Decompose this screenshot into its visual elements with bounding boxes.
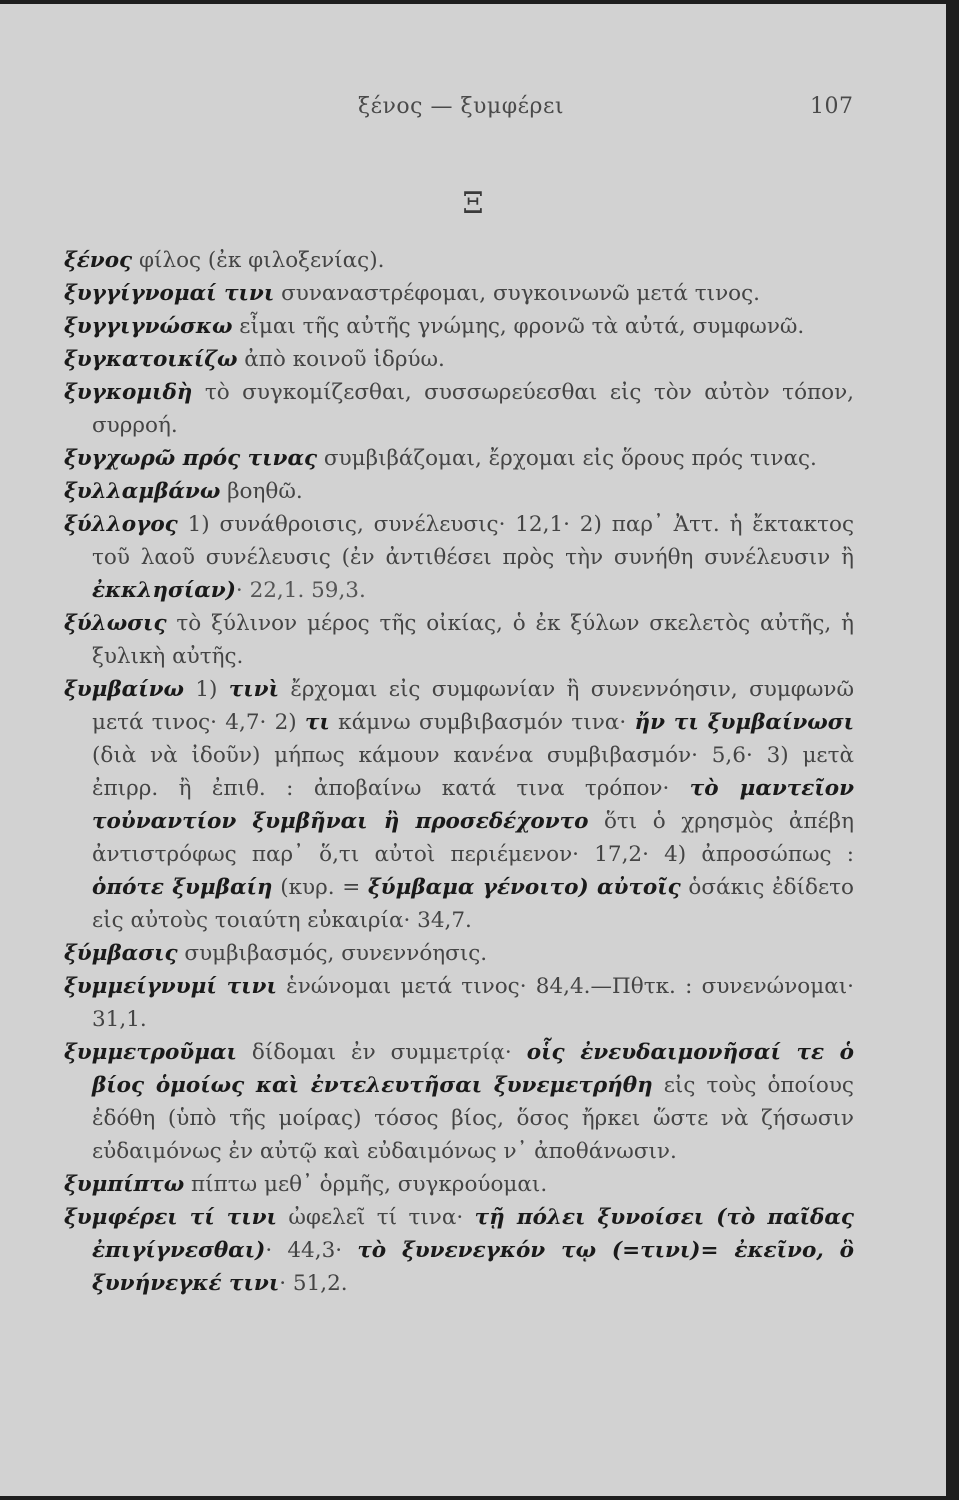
definition: τὸ συγκομίζεσθαι, συσσωρεύεσθαι εἰς τὸν αὐτὸν τόπον, συρροή.: [92, 380, 854, 438]
example: ἐκκλησίαν): [92, 578, 236, 603]
definition: πίπτω μεθ᾿ ὁρμῆς, συγκρούομαι.: [184, 1172, 548, 1197]
entry-xympipto: [64, 1168, 854, 1201]
definition: ἔρχομαι εἰς συμφωνίαν ἢ συνεννόησιν, συμφωνῶ μετά τινος· 4,7· 2): [92, 677, 854, 735]
headword: ξυγκομιδὴ: [64, 380, 193, 405]
example: τὸ μαντεῖον τοὐναντίον ξυμβῆναι ἢ προσεδέχοντο: [92, 776, 854, 834]
headword: ξυγχωρῶ πρός τινας: [64, 446, 318, 471]
definition: συμβιβάζομαι, ἔρχομαι εἰς ὅρους πρός τινας.: [317, 446, 817, 471]
example: τι: [304, 710, 330, 735]
entry-xymbaino: [64, 673, 854, 937]
entry-xymbasis: [64, 937, 854, 970]
headword: ξυγγιγνώσκω: [64, 314, 233, 339]
definition: δίδομαι ἐν συμμετρίᾳ·: [236, 1040, 527, 1065]
entry-xymmeignymi: [64, 970, 854, 1036]
definition: ὠφελεῖ τί τινα·: [276, 1205, 475, 1230]
headword: ξυμμετροῦμαι: [64, 1040, 237, 1065]
definition: · 44,3·: [265, 1238, 358, 1263]
headword: ξυμμείγνυμί τινι: [64, 974, 277, 999]
definition: · 51,2.: [279, 1271, 348, 1296]
entry-xygkomide: [64, 376, 854, 442]
headword: ξυμπίπτω: [64, 1172, 185, 1197]
example: τῇ πόλει ξυνοίσει (τὸ παῖδας ἐπιγίγνεσθαι): [92, 1205, 855, 1263]
entry-xyggignosko: [64, 310, 854, 343]
headword: ξυμφέρει τί τινι: [64, 1205, 277, 1230]
definition: εἶμαι τῆς αὐτῆς γνώμης, φρονῶ τὰ αὐτά, συμφωνῶ.: [232, 314, 805, 339]
entry-xygkatoikizo: [64, 343, 854, 376]
entry-xylosis: [64, 607, 854, 673]
example: ἤν τι ξυμβαίνωσι: [634, 710, 854, 735]
headword: ξυγγίγνομαί τινι: [64, 281, 275, 306]
definition: κάμνω συμβιβασμόν τινα·: [329, 710, 635, 735]
example: ξύμβαμα γένοιτο) αὐτοῖς: [367, 875, 681, 900]
example: τὸ ξυνενεγκόν τῳ (=τινι)= ἐκεῖνο, ὃ ξυνήνεγκέ τινι: [92, 1238, 854, 1296]
headword: ξύλωσις: [64, 611, 167, 636]
page-number: 107: [810, 94, 854, 119]
definition: (κυρ. =: [272, 875, 368, 900]
running-head: ξένος — ξυμφέρει: [358, 94, 564, 119]
definition: ὅτι ὁ χρησμὸς ἀπέβη ἀντιστρόφως παρ᾿ ὅ,τι αὐτοὶ περιέμενον· 17,2· 4) ἀπροσώπως :: [92, 809, 854, 867]
page-header: [0, 94, 946, 126]
definition: συμβιβασμός, συνεννόησις.: [177, 941, 488, 966]
definition: ἀπὸ κοινοῦ ἱδρύω.: [237, 347, 445, 372]
entry-xenos: [64, 244, 854, 277]
headword: ξυλλαμβάνω: [64, 479, 221, 504]
book-page: [0, 4, 946, 1496]
definition: βοηθῶ.: [220, 479, 303, 504]
definition: εἰς τοὺς ὁποίους ἐδόθη (ὑπὸ τῆς μοίρας) τόσος βίος, ὅσος ἤρκει ὥστε νὰ ζήσωσιν εὐδαιμόνως ἐν αὐτῷ καὶ εὐδαιμόνως ν᾿ ἀποθάνωσιν.: [92, 1073, 854, 1164]
entry-xymmetroumai: [64, 1036, 854, 1168]
example: ὁπότε ξυμβαίη: [92, 875, 273, 900]
headword: ξύλλογος: [64, 512, 178, 537]
example: οἷς ἐνευδαιμονῆσαί τε ὁ βίος ὁμοίως καὶ ἐντελευτῆσαι ξυνεμετρήθη: [92, 1040, 855, 1098]
reference: · 22,1. 59,3.: [235, 578, 366, 603]
entry-xyllogos: [64, 508, 854, 607]
section-letter: Ξ: [462, 186, 484, 221]
entry-xympherei: [64, 1201, 854, 1300]
headword: ξυγκατοικίζω: [64, 347, 238, 372]
glossary-body: [64, 244, 854, 1300]
definition: ὁσάκις ἐδίδετο εἰς αὐτοὺς τοιαύτη εὐκαιρία· 34,7.: [92, 875, 854, 933]
definition: φίλος (ἐκ φιλοξενίας).: [132, 248, 385, 273]
headword: ξύμβασις: [64, 941, 178, 966]
definition: τὸ ξύλινον μέρος τῆς οἰκίας, ὁ ἐκ ξύλων σκελετὸς αὐτῆς, ἡ ξυλικὴ αὐτῆς.: [92, 611, 854, 669]
headword: ξυμβαίνω: [64, 677, 185, 702]
headword: ξένος: [64, 248, 133, 273]
definition: ἑνώνομαι μετά τινος· 84,4.—Πθτκ. : συνενώνομαι· 31,1.: [92, 974, 854, 1032]
definition: 1): [184, 677, 229, 702]
entry-xyggignomai: [64, 277, 854, 310]
entry-xyllambano: [64, 475, 854, 508]
entry-xygchoro: [64, 442, 854, 475]
definition: (διὰ νὰ ἰδοῦν) μήπως κάμουν κανένα συμβιβασμόν· 5,6· 3) μετὰ ἐπιρρ. ἢ ἐπιθ. : ἀποβαίνω κατά τινα τρόπον·: [92, 743, 854, 801]
example: τινὶ: [228, 677, 280, 702]
definition: συναναστρέφομαι, συγκοινωνῶ μετά τινος.: [274, 281, 760, 306]
definition: 1) συνάθροισις, συνέλευσις· 12,1· 2) παρ᾿ Ἀττ. ἡ ἔκτακτος τοῦ λαοῦ συνέλευσις (ἐν ἀντιθέσει πρὸς τὴν συνήθη συνέλευσιν ἢ: [92, 512, 854, 570]
